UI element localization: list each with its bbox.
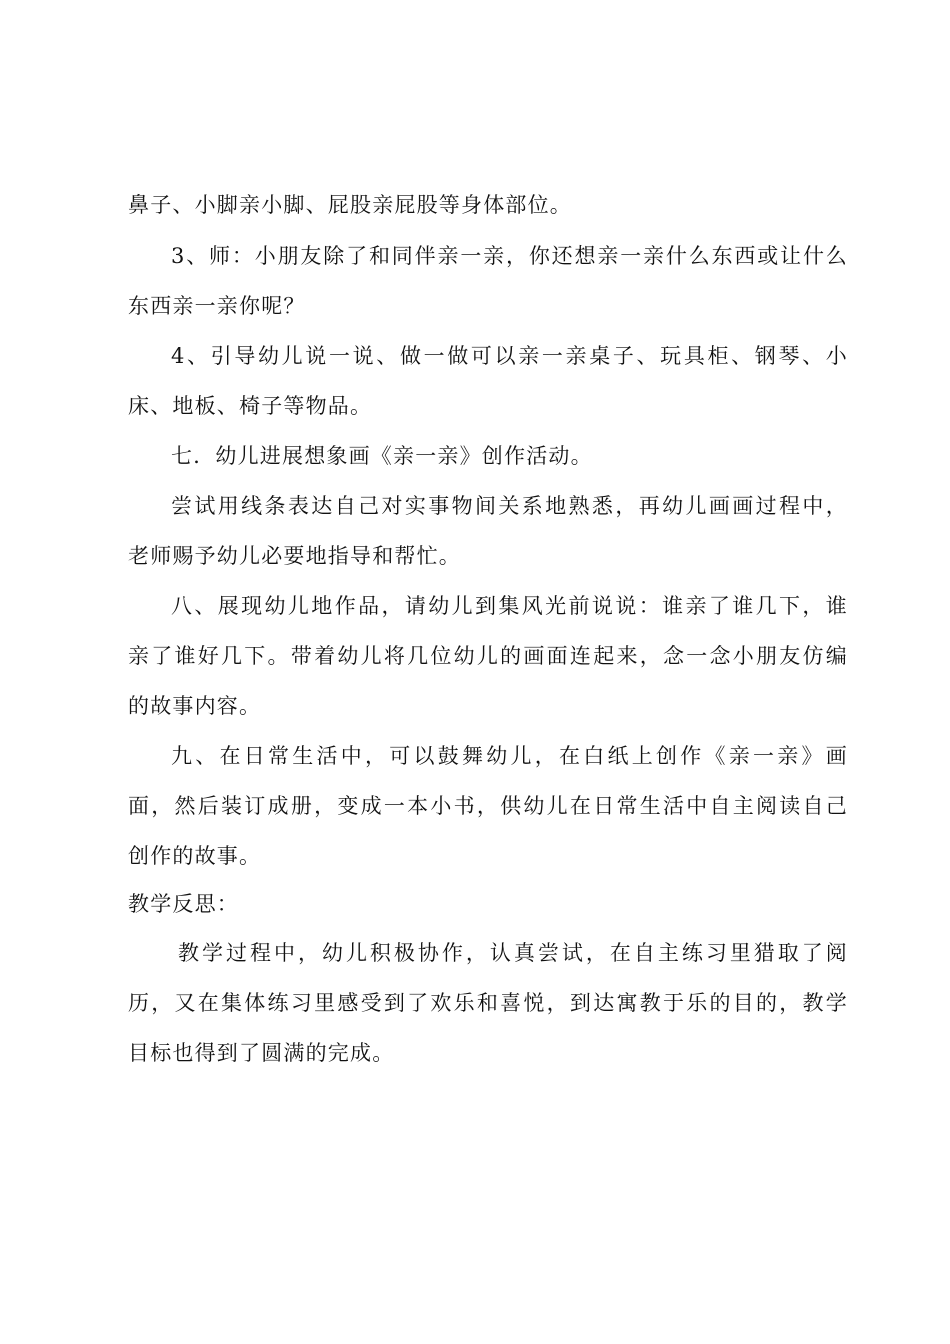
paragraph-line: 亲了谁好几下。带着幼儿将几位幼儿的画面连起来，念一念小朋友仿编 — [128, 644, 848, 668]
paragraph-line: 八、展现幼儿地作品，请幼儿到集风光前说说：谁亲了谁几下，谁 — [171, 594, 848, 618]
paragraph-line: 目标也得到了圆满的完成。 — [128, 1041, 395, 1065]
paragraph-line: 九、在日常生活中，可以鼓舞幼儿，在白纸上创作《亲一亲》画 — [171, 744, 848, 768]
paragraph-line: 鼻子、小脚亲小脚、屁股亲屁股等身体部位。 — [128, 193, 572, 217]
paragraph-line: 3、师：小朋友除了和同伴亲一亲，你还想亲一亲什么东西或让什么 — [171, 244, 848, 268]
paragraph-line: 创作的故事。 — [128, 844, 262, 868]
paragraph-line: 4、引导幼儿说一说、做一做可以亲一亲桌子、玩具柜、钢琴、小 — [171, 344, 848, 368]
paragraph-line: 的故事内容。 — [128, 694, 262, 718]
paragraph-line: 教学过程中，幼儿积极协作，认真尝试，在自主练习里猎取了阅 — [178, 941, 848, 965]
paragraph-line: 尝试用线条表达自己对实事物间关系地熟悉，再幼儿画画过程中， — [171, 494, 848, 518]
paragraph-line: 面，然后装订成册，变成一本小书，供幼儿在日常生活中自主阅读自己 — [128, 794, 848, 818]
paragraph-line: 床、地板、椅子等物品。 — [128, 394, 373, 418]
paragraph-line: 历，又在集体练习里感受到了欢乐和喜悦，到达寓教于乐的目的，教学 — [128, 991, 848, 1015]
section-heading: 教学反思： — [128, 892, 239, 916]
paragraph-line: 老师赐予幼儿必要地指导和帮忙。 — [128, 544, 461, 568]
paragraph-line: 七．幼儿进展想象画《亲一亲》创作活动。 — [171, 444, 593, 468]
paragraph-line: 东西亲一亲你呢？ — [128, 294, 306, 318]
